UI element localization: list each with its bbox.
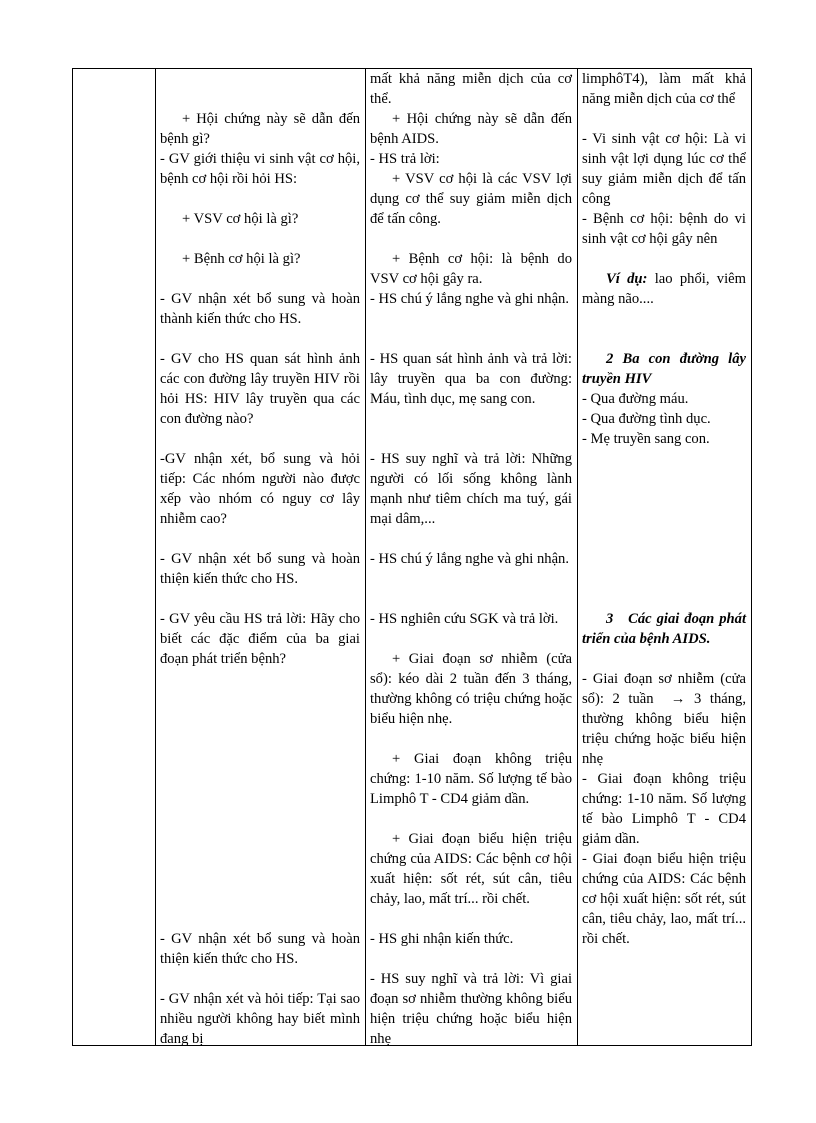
paragraph: - GV yêu cầu HS trả lời: Hãy cho biết các đặc điểm của ba giai đoạn phát triển bệnh?: [160, 611, 364, 667]
paragraph: + VSV cơ hội là các VSV lợi dụng cơ thể suy giảm miễn dịch để tấn công.: [370, 171, 576, 227]
paragraph: - HS ghi nhận kiến thức.: [370, 931, 514, 947]
content-column: [577, 69, 751, 1045]
paragraph: + VSV cơ hội là gì?: [182, 211, 299, 227]
paragraph: - GV cho HS quan sát hình ảnh các con đường lây truyền HIV rồi hỏi HS: HIV lây truyền qua các con đường nào?: [160, 351, 364, 427]
paragraph: - Bệnh cơ hội: bệnh do vi sinh vật cơ hội gây nên: [582, 211, 750, 247]
section-heading: 3 Các giai đoạn phát triển của bệnh AIDS.: [582, 611, 750, 647]
example-text: lao phổi, viêm màng não....: [582, 271, 750, 307]
paragraph: - Giai đoạn sơ nhiễm (cửa sổ): 2 tuần → 3 tháng, thường không biểu hiện triệu chứng hoặc biểu hiện nhẹ: [582, 671, 750, 767]
paragraph: - Vi sinh vật cơ hội: Là vi sinh vật lợi dụng lúc cơ thể suy giảm miễn dịch để tấn công: [582, 131, 750, 207]
paragraph: - HS chú ý lắng nghe và ghi nhận.: [370, 291, 570, 307]
example-label: Ví dụ:: [606, 271, 648, 287]
paragraph: - Qua đường tình dục.: [582, 411, 711, 427]
paragraph: - Giai đoạn không triệu chứng: 1-10 năm. Số lượng tế bào Limphô T - CD4 giảm dần.: [582, 771, 750, 847]
example-paragraph: [582, 269, 750, 309]
paragraph: - HS trả lời:: [370, 151, 440, 167]
paragraph: + Bệnh cơ hội: là bệnh do VSV cơ hội gây ra.: [370, 251, 576, 287]
paragraph: mất khả năng miễn dịch của cơ thể.: [370, 71, 576, 107]
section-heading: 2 Ba con đường lây truyền HIV: [582, 351, 750, 387]
paragraph: + Giai đoạn biểu hiện triệu chứng của AIDS: Các bệnh cơ hội xuất hiện: sốt rét, sút cân, tiêu chảy, lao, mất trí... rồi chết.: [370, 831, 576, 907]
teacher-activity-column: [155, 69, 365, 1045]
paragraph: - GV nhận xét và hỏi tiếp: Tại sao nhiều người không hay biết mình đang bị: [160, 991, 364, 1047]
paragraph: limphôT4), làm mất khả năng miễn dịch của cơ thể: [582, 71, 750, 107]
paragraph: + Giai đoạn không triệu chứng: 1-10 năm. Số lượng tế bào Limphô T - CD4 giảm dần.: [370, 751, 576, 807]
paragraph: + Giai đoạn sơ nhiễm (cửa sổ): kéo dài 2 tuần đến 3 tháng, thường không có triệu chứng hoặc biểu hiện nhẹ.: [370, 651, 576, 727]
paragraph: + Hội chứng này sẽ dẫn đến bệnh gì?: [160, 111, 364, 147]
paragraph: - Mẹ truyền sang con.: [582, 431, 710, 447]
paragraph: - GV nhận xét bổ sung và hoàn thành kiến thức cho HS.: [160, 291, 364, 327]
paragraph: + Bệnh cơ hội là gì?: [182, 251, 301, 267]
lesson-table: [72, 68, 752, 1046]
paragraph: - GV nhận xét bổ sung và hoàn thiện kiến thức cho HS.: [160, 931, 364, 967]
paragraph: - Qua đường máu.: [582, 391, 689, 407]
paragraph: -GV nhận xét, bổ sung và hỏi tiếp: Các nhóm người nào được xếp vào nhóm có nguy cơ lây nhiễm cao?: [160, 451, 364, 527]
paragraph: - Giai đoạn biểu hiện triệu chứng của AIDS: Các bệnh cơ hội xuất hiện: sốt rét, sút cân, tiêu chảy, lao, mất trí... rồi chết.: [582, 851, 750, 947]
paragraph: - HS suy nghĩ và trả lời: Vì giai đoạn sơ nhiễm thường không biểu hiện triệu chứng hoặc biểu hiện nhẹ: [370, 971, 576, 1047]
paragraph: - HS quan sát hình ảnh và trả lời: lây truyền qua ba con đường: Máu, tình dục, mẹ sang con.: [370, 351, 576, 407]
student-activity-column: [365, 69, 577, 1045]
paragraph: - GV nhận xét bổ sung và hoàn thiện kiến thức cho HS.: [160, 551, 364, 587]
paragraph: - HS nghiên cứu SGK và trả lời.: [370, 611, 559, 627]
paragraph: - HS chú ý lắng nghe và ghi nhận.: [370, 551, 570, 567]
paragraph: - GV giới thiệu vi sinh vật cơ hội, bệnh cơ hội rồi hỏi HS:: [160, 151, 364, 187]
paragraph: - HS suy nghĩ và trả lời: Những người có lối sống không lành mạnh như tiêm chích ma tuý, gái mại dâm,...: [370, 451, 576, 527]
paragraph: + Hội chứng này sẽ dẫn đến bệnh AIDS.: [370, 111, 576, 147]
